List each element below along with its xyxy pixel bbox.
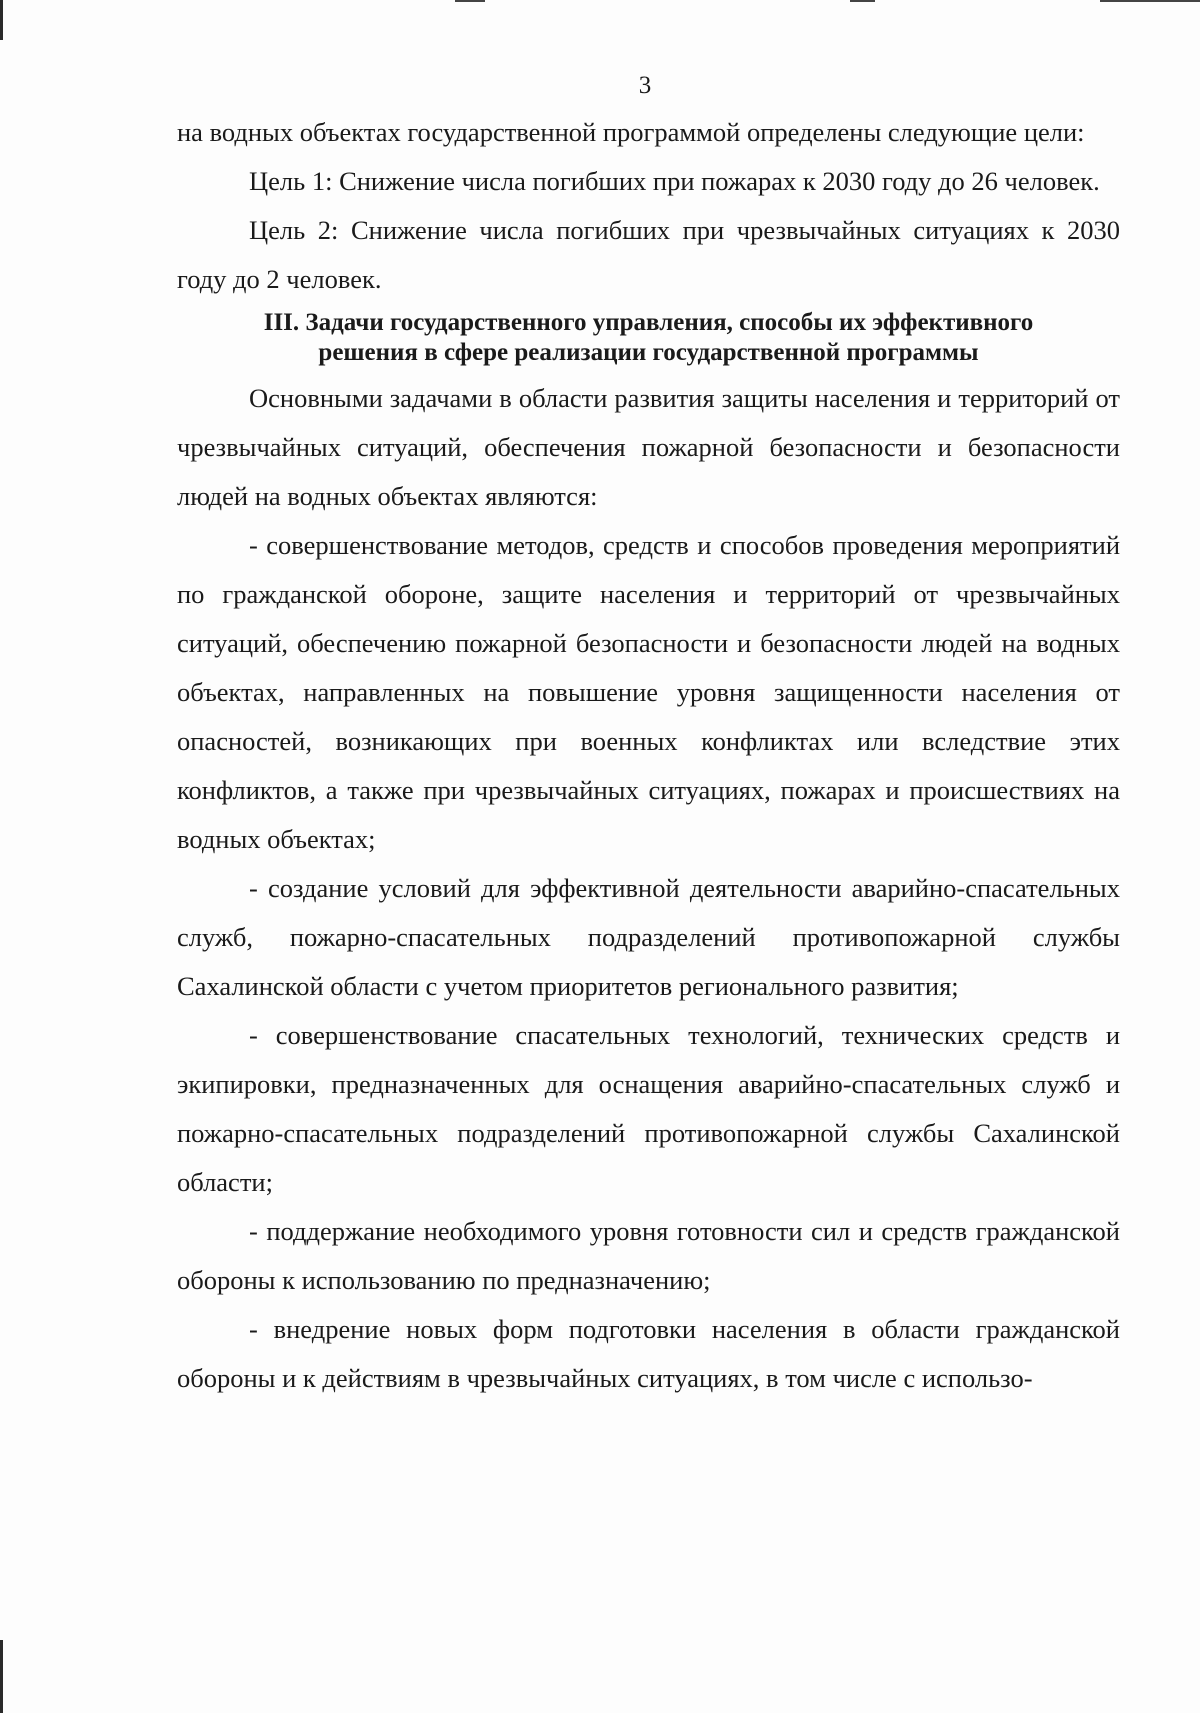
scan-edge-mark <box>850 0 875 2</box>
task-list-item: - внедрение новых форм подготовки населения в области гражданской обороны и к действиям в чрезвычайных ситуациях, в том числе с использо- <box>177 1314 1120 1393</box>
task-list-item: - совершенствование методов, средств и способов проведения мероприятий по гражданской обороне, защите населения и территорий от чрезвычайных ситуаций, обеспечению пожарной безопасности и безопасности людей на водных объектах, направленных на повышение уровня защищенности населения от опасностей, возникающих при военных конфликтах или вследствие этих конфликтов, а также при чрезвычайных ситуациях, пожарах и происшествиях на водных объектах; <box>177 530 1120 854</box>
scan-edge-mark <box>1100 0 1200 2</box>
section-heading <box>177 308 1120 368</box>
scan-edge-mark <box>455 0 485 2</box>
scan-edge-mark <box>0 1640 3 1713</box>
scan-edge-mark <box>0 0 3 40</box>
section-heading-line: решения в сфере реализации государственной программы <box>318 339 979 366</box>
section-heading-line: III. Задачи государственного управления, способы их эффективного <box>263 309 1034 336</box>
intro-paragraph: на водных объектах государственной программой определены следующие цели: <box>177 117 1085 147</box>
task-list-item: - создание условий для эффективной деятельности аварийно-спасательных служб, пожарно-спасательных подразделений противопожарной службы Сахалинской области с учетом приоритетов регионального развития; <box>177 873 1120 1001</box>
body-text <box>177 108 1120 1403</box>
goal-paragraph: Цель 1: Снижение числа погибших при пожарах к 2030 году до 26 человек. <box>249 166 1100 196</box>
tasks-intro-paragraph: Основными задачами в области развития защиты населения и территорий от чрезвычайных ситуаций, обеспечения пожарной безопасности и безопасности людей на водных объектах являются: <box>177 383 1120 511</box>
task-list-item: - поддержание необходимого уровня готовности сил и средств гражданской обороны к использованию по предназначению; <box>177 1216 1120 1295</box>
task-list-item: - совершенствование спасательных технологий, технических средств и экипировки, предназначенных для оснащения аварийно-спасательных служб и пожарно-спасательных подразделений противопожарной службы Сахалинской области; <box>177 1020 1120 1197</box>
goal-paragraph: Цель 2: Снижение числа погибших при чрезвычайных ситуациях к 2030 году до 2 человек. <box>177 215 1120 294</box>
page-number: 3 <box>638 72 652 99</box>
